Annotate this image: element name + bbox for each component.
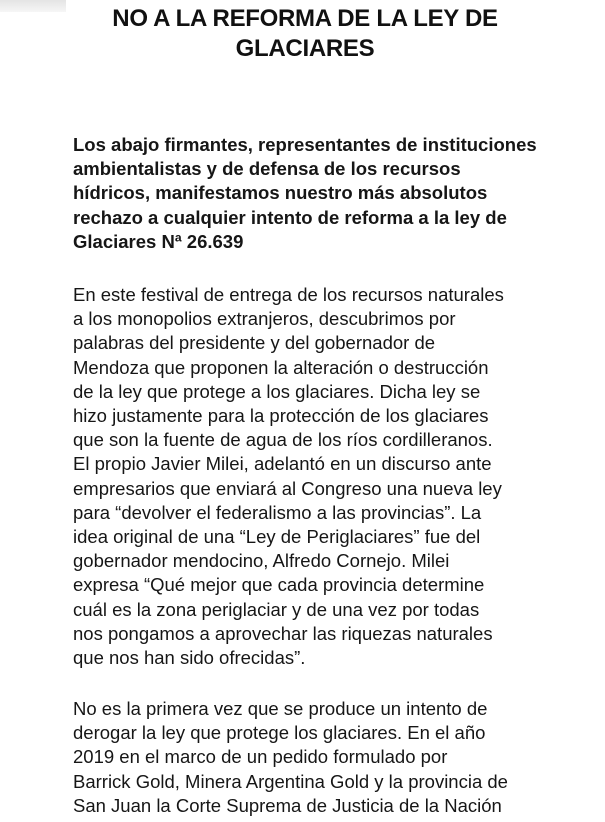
paragraph-line: hizo justamente para la protección de los glaciares <box>73 405 489 427</box>
paragraph-line: nos pongamos a aprovechar las riquezas naturales <box>73 622 493 644</box>
paragraph-line: 2019 en el marco de un pedido formulado por <box>73 746 448 768</box>
paragraph-line: En este festival de entrega de los recursos naturales <box>73 284 504 305</box>
paragraph-line: San Juan la Corte Suprema de Justicia de la Nación <box>73 794 502 816</box>
intro-line: hídricos, manifestamos nuestro más absolutos <box>73 182 488 204</box>
paragraph-line: empresarios que enviará al Congreso una nueva ley <box>73 477 502 499</box>
paragraph-line: Barrick Gold, Minera Argentina Gold y la provincia de <box>73 770 508 792</box>
paragraph-line: a los monopolios extranjeros, descubrimos por <box>73 308 456 330</box>
body-paragraph-1 <box>73 283 568 670</box>
intro-line: rechazo a cualquier intento de reforma a la ley de <box>73 206 507 228</box>
intro-line: ambientalistas y de defensa de los recursos <box>73 158 461 180</box>
paragraph-line: Mendoza que proponen la alteración o destrucción <box>73 356 489 378</box>
intro-line: Glaciares Nª 26.639 <box>73 230 244 252</box>
paragraph-line: derogar la ley que protege los glaciares. En el año <box>73 722 486 744</box>
title-line-1: NO A LA REFORMA DE LA LEY DE <box>112 5 498 32</box>
paragraph-line: No es la primera vez que se produce un intento de <box>73 698 488 719</box>
body-paragraph-2 <box>73 697 568 818</box>
intro-paragraph <box>73 133 568 254</box>
intro-line: Los abajo firmantes, representantes de instituciones <box>73 134 537 155</box>
paragraph-line: cuál es la zona periglaciar y de una vez por todas <box>73 598 480 620</box>
paragraph-line: palabras del presidente y del gobernador de <box>73 332 436 354</box>
paragraph-line: para “devolver el federalismo a las provincias”. La <box>73 501 482 523</box>
title-line-2: GLACIARES <box>235 35 375 62</box>
paragraph-line: que son la fuente de agua de los ríos cordilleranos. <box>73 429 493 451</box>
paragraph-line: gobernador mendocino, Alfredo Cornejo. Milei <box>73 550 450 572</box>
paragraph-line: expresa “Qué mejor que cada provincia determine <box>73 574 485 596</box>
paragraph-line: idea original de una “Ley de Periglaciares” fue del <box>73 526 481 548</box>
paragraph-line: El propio Javier Milei, adelantó en un discurso ante <box>73 453 492 475</box>
paragraph-line: que nos han sido ofrecidas”. <box>73 647 306 669</box>
paragraph-line: de la ley que protege a los glaciares. Dicha ley se <box>73 380 481 402</box>
scan-corner-shade <box>0 0 66 12</box>
document-title <box>60 4 550 64</box>
